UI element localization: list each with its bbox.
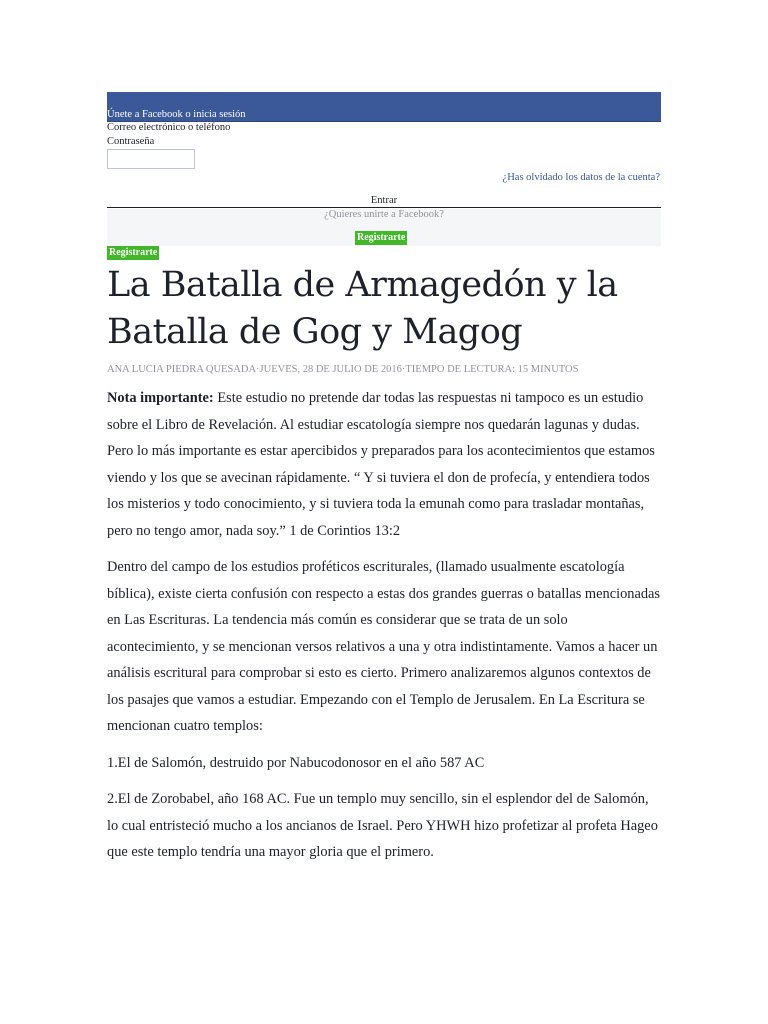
article-title: La Batalla de Armagedón y la Batalla de Gog y Magog xyxy=(107,265,618,352)
paragraph: Dentro del campo de los estudios proféticos escriturales, (llamado usualmente escatología bíblica), existe cierta confusión con respecto a estas dos grandes guerras o batallas mencionadas en Las Escrituras. La tendencia más común es considerar que se trata de un solo acontecimiento, y se mencionan versos relativos a una y otra indistintamente. Vamos a hacer un análisis escritural para comprobar si esto es cierto. Primero analizaremos algunos contextos de los pasajes que vamos a estudiar. Empezando con el Templo de Jerusalem. En La Escritura se mencionan cuatro templos: xyxy=(107,559,661,734)
join-facebook-box xyxy=(107,209,661,246)
facebook-login-banner xyxy=(107,92,661,122)
register-button[interactable]: Registrarte xyxy=(357,232,406,243)
forgot-account-link[interactable]: ¿Has olvidado los datos de la cuenta? xyxy=(502,172,660,183)
password-label: Contraseña xyxy=(107,136,155,147)
article-meta: ANA LUCIA PIEDRA QUESADA·JUEVES, 28 DE JULIO DE 2016·TIEMPO DE LECTURA: 15 MINUTOS xyxy=(107,364,579,375)
paragraph: 2.El de Zorobabel, año 168 AC. Fue un templo muy sencillo, sin el esplendor del de Salomón, lo cual entristeció mucho a los ancianos de Israel. Pero YHWH hizo profetizar al profeta Hageo que este templo tendría una mayor gloria que el primero. xyxy=(107,791,658,860)
email-label: Correo electrónico o teléfono xyxy=(107,122,231,133)
note-label: Nota importante: xyxy=(107,390,214,406)
important-note xyxy=(107,385,662,544)
login-button[interactable]: Entrar xyxy=(107,195,661,208)
register-button-secondary[interactable]: Registrarte xyxy=(109,247,158,258)
note-text: Este estudio no pretende dar todas las respuestas ni tampoco es un estudio sobre el Libro de Revelación. Al estudiar escatología siempre nos quedarán lagunas y dudas. Pero lo más importante es estar apercibidos y preparados para los acontecimientos que estamos viendo y los que se avecinan rápidamente. “ Y si tuviera el don de profecía, y entendiera todos los misterios y todo conocimiento, y si tuviera toda la emunah como para trasladar montañas, pero no tengo amor, nada soy.” 1 de Corintios 13:2 xyxy=(107,390,655,539)
join-question: ¿Quieres unirte a Facebook? xyxy=(324,209,444,220)
banner-text: Únete a Facebook o inicia sesión xyxy=(107,109,246,120)
article-body xyxy=(107,385,662,876)
paragraph: 1.El de Salomón, destruido por Nabucodonosor en el año 587 AC xyxy=(107,754,485,771)
password-input[interactable] xyxy=(107,149,195,169)
